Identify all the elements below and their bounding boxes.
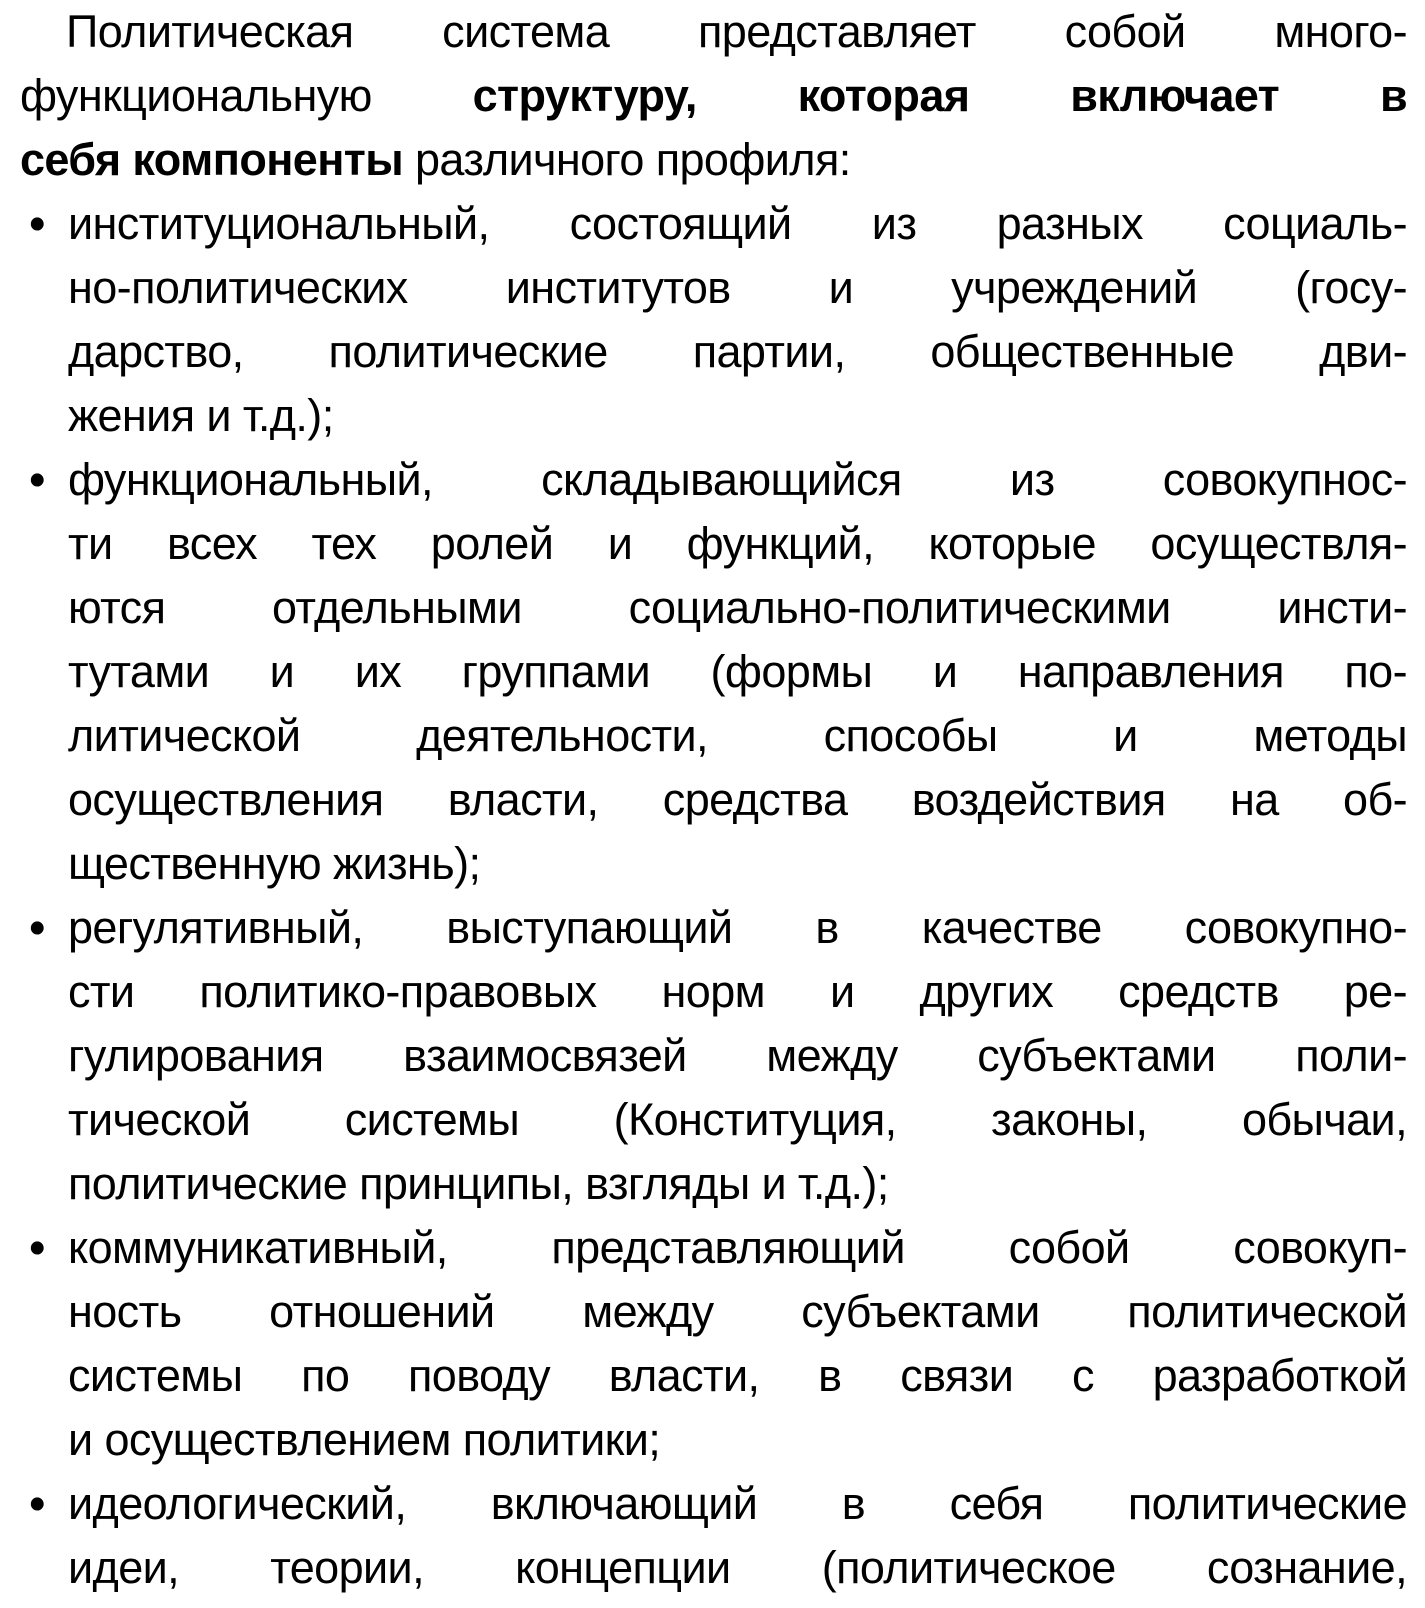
list-item-line: осуществления власти, средства воздействия на об- xyxy=(68,774,1407,825)
intro-text: функциональную xyxy=(20,70,473,121)
list-item-line: жения и т.д.); xyxy=(68,390,334,441)
list-item-line: идеологический, включающий в себя политические xyxy=(68,1478,1407,1529)
bullet-icon: • xyxy=(29,902,45,953)
list-item-line: дарство, политические партии, общественные дви- xyxy=(68,326,1407,377)
list-item-line: сти политико-правовых норм и других средств ре- xyxy=(68,966,1407,1017)
intro-paragraph xyxy=(20,0,1407,192)
list-item-line: ются отдельными социально-политическими инсти- xyxy=(68,582,1407,633)
list-item-line: литической деятельности, способы и методы xyxy=(68,710,1407,761)
list-item-line: функциональный, складывающийся из совокупнос- xyxy=(68,454,1407,505)
bullet-icon: • xyxy=(29,198,45,249)
list-item-line: ность отношений между субъектами политической xyxy=(68,1286,1407,1337)
list-item-line: но-политических институтов и учреждений (госу- xyxy=(68,262,1407,313)
intro-text: различного профиля: xyxy=(403,134,851,185)
list-item-functional xyxy=(20,448,1407,896)
component-list xyxy=(20,192,1407,1600)
list-item-line: щественную жизнь); xyxy=(68,838,481,889)
list-item-line: политические принципы, взгляды и т.д.); xyxy=(68,1158,889,1209)
bullet-icon: • xyxy=(29,1478,45,1529)
intro-line xyxy=(20,128,1407,192)
list-item-line: идеи, теории, концепции (политическое сознание, xyxy=(68,1542,1407,1593)
list-item-line: и осуществлением политики; xyxy=(68,1414,661,1465)
list-item-communicative xyxy=(20,1216,1407,1472)
list-item-line: тутами и их группами (формы и направления по- xyxy=(68,646,1407,697)
list-item-line: системы по поводу власти, в связи с разработкой xyxy=(68,1350,1407,1401)
intro-bold-text: структуру, которая включает в xyxy=(472,70,1407,121)
list-item-regulative xyxy=(20,896,1407,1216)
list-item-ideological xyxy=(20,1472,1407,1600)
bullet-icon: • xyxy=(29,454,45,505)
list-item-line: ти всех тех ролей и функций, которые осуществля- xyxy=(68,518,1407,569)
list-item-line: регулятивный, выступающий в качестве совокупно- xyxy=(68,902,1407,953)
bullet-icon: • xyxy=(29,1222,45,1273)
list-item-line: коммуникативный, представляющий собой совокуп- xyxy=(68,1222,1407,1273)
list-item-line: институциональный, состоящий из разных социаль- xyxy=(68,198,1407,249)
intro-line: Политическая система представляет собой много- xyxy=(66,6,1407,57)
list-item-line: гулирования взаимосвязей между субъектами поли- xyxy=(68,1030,1407,1081)
intro-line xyxy=(20,64,1407,128)
intro-bold-text: себя компоненты xyxy=(20,134,404,185)
list-item-line: тической системы (Конституция, законы, обычаи, xyxy=(68,1094,1407,1145)
list-item-institutional xyxy=(20,192,1407,448)
